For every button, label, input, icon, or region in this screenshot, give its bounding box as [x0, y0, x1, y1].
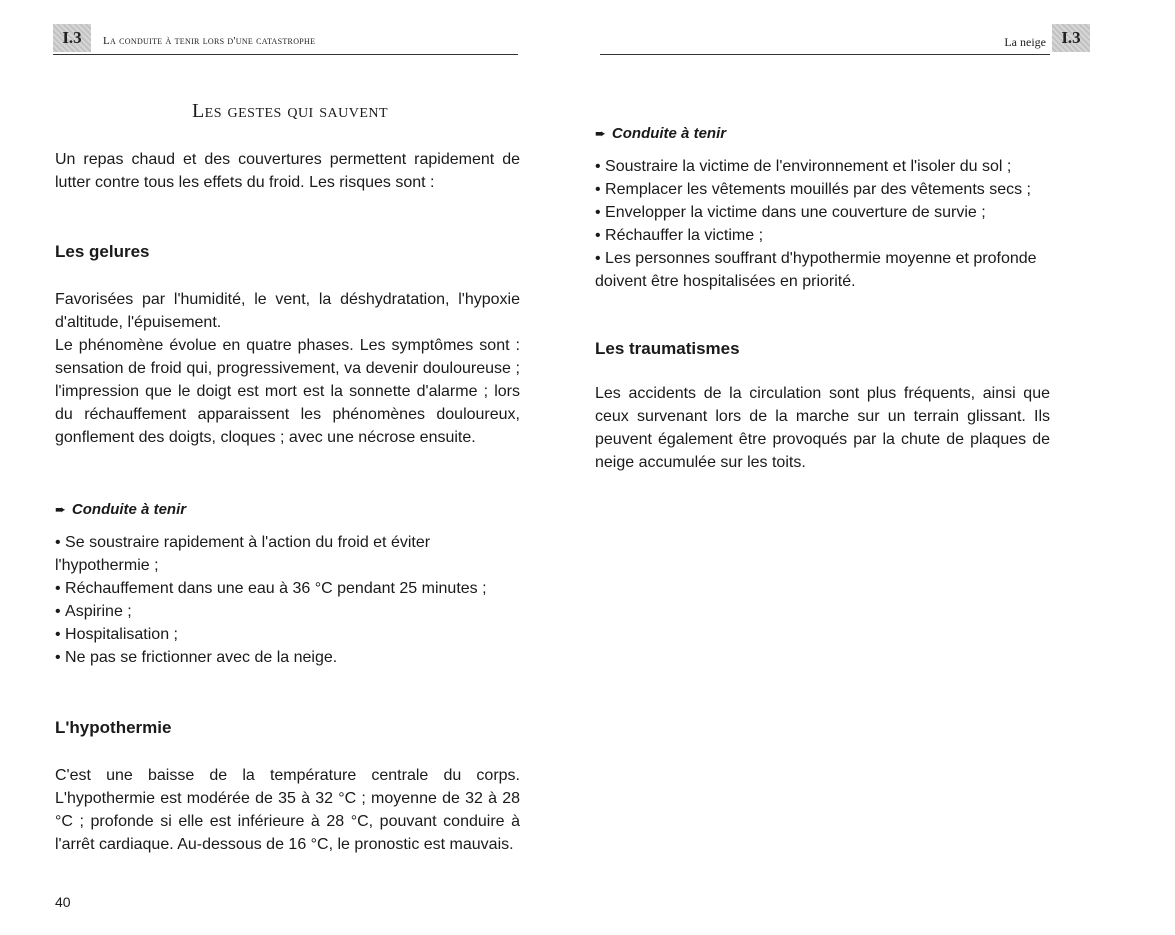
list-item: • Envelopper la victime dans une couverture de survie ; — [595, 201, 1050, 224]
list-item: • Soustraire la victime de l'environnement et l'isoler du sol ; — [595, 155, 1050, 178]
gelures-heading — [55, 240, 520, 263]
list-item: • Les personnes souffrant d'hypothermie moyenne et profonde doivent être hospitalisées en priorité. — [595, 247, 1050, 293]
arrow-icon: ➨ — [595, 126, 606, 141]
right-page — [580, 0, 1175, 935]
list-item: • Réchauffer la victime ; — [595, 224, 1050, 247]
right-page-header — [600, 28, 1081, 55]
chapter-badge: I.3 — [1052, 24, 1090, 52]
traumatismes-body — [595, 382, 1050, 474]
gelures-heading-text: Les gelures — [55, 242, 150, 261]
hypothermie-heading-text: L'hypothermie — [55, 718, 172, 737]
traumatismes-heading — [595, 337, 1050, 360]
hypothermie-body — [55, 764, 520, 856]
gelures-body — [55, 288, 520, 449]
conduite-label: Conduite à tenir — [71, 501, 187, 518]
list-item: • Réchauffement dans une eau à 36 °C pendant 25 minutes ; — [55, 577, 520, 600]
gelures-paragraph-2: Le phénomène évolue en quatre phases. Les symptômes sont : sensation de froid qui, progressivement, va devenir douloureuse ; l'impression que le doigt est mort est la sonnette d'alarme ; lors du réchauffement apparaissent les phénomènes douloureux, gonflement des doigts, cloques ; avec une nécrose ensuite. — [55, 337, 520, 446]
list-item: • Hospitalisation ; — [55, 623, 520, 646]
section-title: Les gestes qui sauvent — [191, 100, 389, 122]
traumatismes-paragraph: Les accidents de la circulation sont plus fréquents, ainsi que ceux survenant lors de la marche sur un terrain glissant. Ils peuvent également être provoqués par la chute de plaques de neige accumulée sur les toits. — [595, 385, 1050, 471]
arrow-icon: ➨ — [55, 502, 66, 517]
running-title: la conduite à tenir lors d'une catastrophe — [103, 35, 316, 47]
list-item: • Aspirine ; — [55, 600, 520, 623]
running-title: La neige — [1004, 35, 1046, 49]
intro-paragraph — [55, 148, 520, 194]
list-item: • Remplacer les vêtements mouillés par des vêtements secs ; — [595, 178, 1050, 201]
page-number: 40 — [55, 894, 71, 910]
list-item: • Se soustraire rapidement à l'action du froid et éviter l'hypothermie ; — [55, 531, 520, 577]
chapter-badge: I.3 — [53, 24, 91, 52]
intro-text: Un repas chaud et des couvertures permettent rapidement de lutter contre tous les effets du froid. Les risques sont : — [55, 151, 520, 191]
hypothermie-paragraph: C'est une baisse de la température centrale du corps. L'hypothermie est modérée de 35 à 32 °C ; moyenne de 32 à 28 °C ; profonde si elle est inférieure à 28 °C, pouvant conduire à l'arrêt cardiaque. Au-dessous de 16 °C, le pronostic est mauvais. — [55, 767, 520, 853]
neige-conduite-heading — [595, 122, 1050, 145]
gelures-paragraph-1: Favorisées par l'humidité, le vent, la déshydratation, l'hypoxie d'altitude, l'épuisement. — [55, 291, 520, 331]
left-page — [0, 0, 580, 935]
gelures-conduite-heading — [55, 498, 520, 521]
neige-conduite-list — [595, 155, 1050, 293]
list-item: • Ne pas se frictionner avec de la neige. — [55, 646, 520, 669]
conduite-label: Conduite à tenir — [611, 125, 727, 142]
gelures-conduite-list — [55, 531, 520, 669]
traumatismes-heading-text: Les traumatismes — [595, 339, 740, 358]
hypothermie-heading — [55, 716, 520, 739]
left-page-header — [53, 30, 518, 55]
